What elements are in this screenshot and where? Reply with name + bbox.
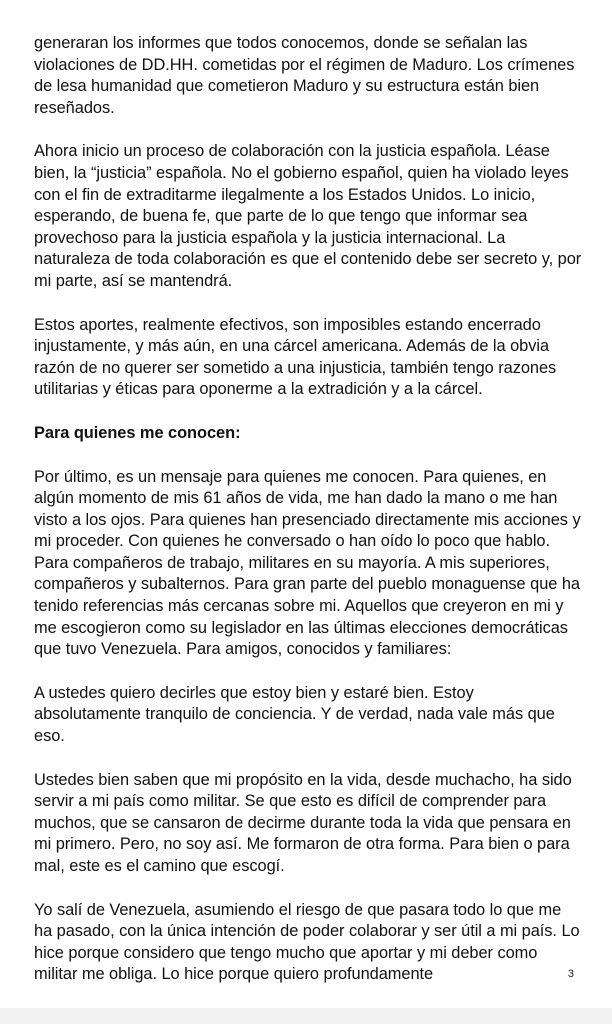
paragraph-mensaje: Por último, es un mensaje para quienes me conocen. Para quienes, en algún momento de mis 61 años de vida, me han dado la mano o me han visto a los ojos. Para quienes han presenciado directamente mis acciones y mi proceder. Con quienes he conversado o han oído lo poco que hablo. Para compañeros de trabajo, militares en su mayoría. A mis superiores, compañeros y subalternos. Para gran parte del pueblo monaguense que ha tenido referencias más cercanas sobre mi. Aquellos que creyeron en mi y me escogieron como su legislador en las últimas elecciones democráticas que tuvo Venezuela. Para amigos, conocidos y familiares:	[34, 467, 581, 659]
paragraph-proposito: Ustedes bien saben que mi propósito en la vida, desde muchacho, ha sido servir a mi país como militar. Se que esto es difícil de comprender para muchos, que se cansaron de decirme durante toda la vida que pensara en mi primero. Pero, no soy así. Me formaron de otra forma. Para bien o para mal, este es el camino que escogí.	[34, 770, 572, 875]
page-number: 3	[567, 968, 574, 980]
paragraph-sali: Yo salí de Venezuela, asumiendo el riesgo de que pasara todo lo que me ha pasado, con la única intención de poder colaborar y ser útil a mi país. Lo hice porque considero que tengo mucho que aportar y mi deber como militar me obliga. Lo hice porque quiero profundamente	[34, 900, 580, 984]
paragraph-aportes: Estos aportes, realmente efectivos, son imposibles estando encerrado injustamente, y más aún, en una cárcel americana. Además de la obvia razón de no querer ser sometido a una injusticia, también tengo razones utilitarias y éticas para oponerme a la extradición y a la cárcel.	[34, 315, 557, 399]
viewer-bottom-strip	[0, 1008, 612, 1024]
page-body	[34, 33, 582, 1007]
paragraph-colaboracion: Ahora inicio un proceso de colaboración con la justicia española. Léase bien, la “justicia” española. No el gobierno español, quien ha violado leyes con el fin de extraditarme ilegalmente a los Estados Unidos. Lo inicio, esperando, de buena fe, que parte de lo que tengo que informar sea provechoso para la justicia española y la justicia internacional. La naturaleza de toda colaboración es que el contenido debe ser secreto y, por mi parte, así se mantendrá.	[34, 142, 582, 290]
paragraph-informes: generaran los informes que todos conocemos, donde se señalan las violaciones de DD.HH. cometidas por el régimen de Maduro. Los crímenes de lesa humanidad que cometieron Maduro y su estructura están bien reseñados.	[34, 34, 575, 117]
paragraph-tranquilo: A ustedes quiero decirles que estoy bien y estaré bien. Estoy absolutamente tranquilo de conciencia. Y de verdad, nada vale más que eso.	[34, 683, 555, 746]
section-heading: Para quienes me conocen:	[34, 423, 241, 442]
